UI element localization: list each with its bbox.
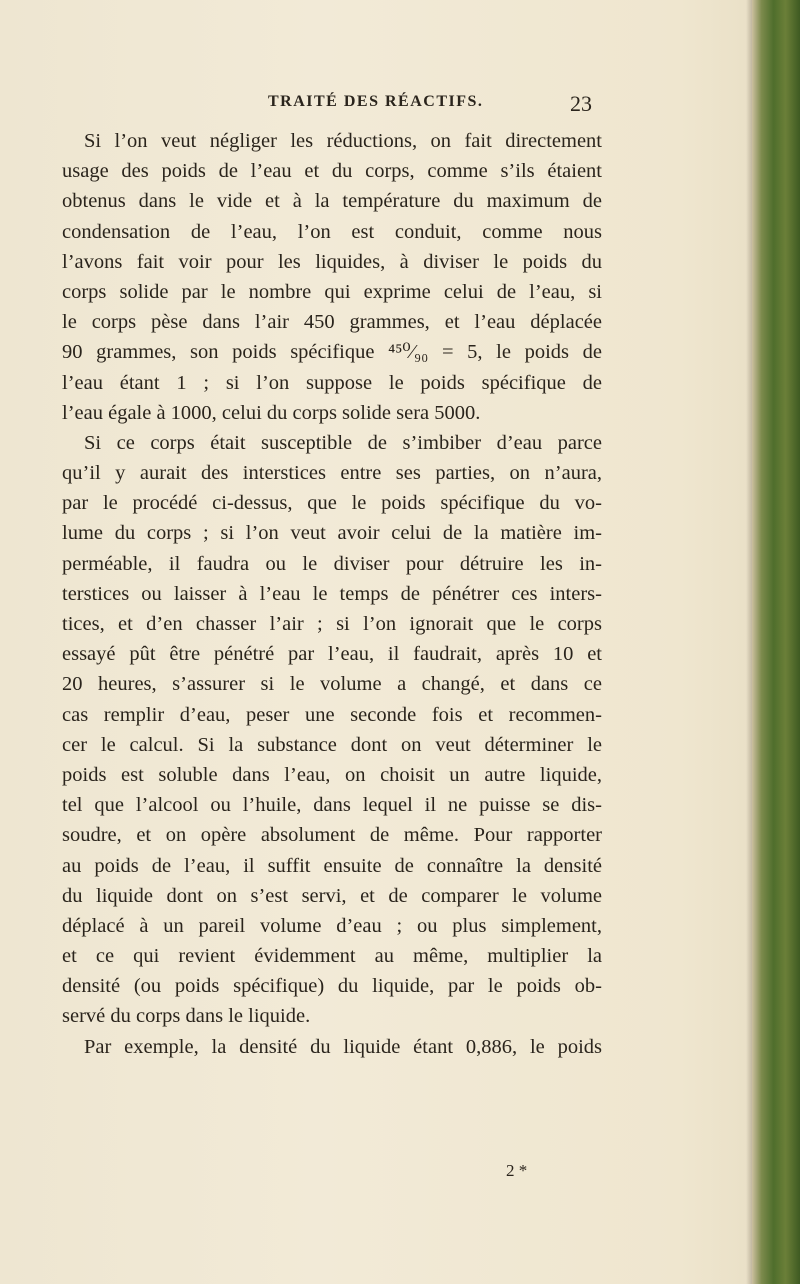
text-line: obtenus dans le vide et à la température du maximum de — [62, 190, 602, 213]
text-line: usage des poids de l’eau et du corps, comme s’ils étaient — [62, 160, 602, 183]
page-number: 23 — [570, 91, 592, 116]
text-line: le corps pèse dans l’air 450 grammes, et l’eau déplacée — [62, 311, 602, 334]
text-line: 90 grammes, son poids spécifique ⁴⁵⁰⁄₉₀ = 5, le poids de — [62, 341, 602, 364]
text-line: l’eau étant 1 ; si l’on suppose le poids spécifique de — [62, 371, 602, 394]
text-line: essayé pût être pénétré par l’eau, il faudrait, après 10 et — [62, 643, 602, 666]
text-line: au poids de l’eau, il suffit ensuite de connaître la densité — [62, 854, 602, 877]
text-line: l’eau égale à 1000, celui du corps solide sera 5000. — [62, 401, 481, 424]
text-line: densité (ou poids spécifique) du liquide, par le poids ob- — [62, 975, 602, 998]
text-line: Par exemple, la densité du liquide étant 0,886, le poids — [84, 1035, 602, 1058]
text-line: tices, et d’en chasser l’air ; si l’on ignorait que le corps — [62, 613, 602, 635]
text-line: soudre, et on opère absolument de même. Pour rapporter — [62, 824, 602, 847]
text-line: déplacé à un pareil volume d’eau ; ou plus simplement, — [62, 914, 602, 937]
text-line: Si l’on veut négliger les réductions, on fait directement — [84, 130, 602, 152]
text-line: et ce qui revient évidemment au même, multiplier la — [62, 945, 602, 968]
running-title: TRAITÉ DES RÉACTIFS. — [268, 93, 484, 110]
text-line: condensation de l’eau, l’on est conduit, comme nous — [62, 220, 602, 243]
cover-binding-edge — [752, 0, 800, 1284]
signature-mark: 2 * — [506, 1161, 528, 1180]
text-line: poids est soluble dans l’eau, on choisit un autre liquide, — [62, 763, 602, 786]
body-text — [62, 126, 602, 1062]
text-line: cas remplir d’eau, peser une seconde fois et recommen- — [62, 703, 602, 726]
text-line: lume du corps ; si l’on veut avoir celui de la matière im- — [62, 522, 602, 545]
text-line: du liquide dont on s’est servi, et de comparer le volume — [62, 884, 602, 907]
text-line: cer le calcul. Si la substance dont on veut déterminer le — [62, 733, 602, 756]
text-line: par le procédé ci-dessus, que le poids spécifique du vo- — [62, 492, 602, 515]
text-line: tel que l’alcool ou l’huile, dans lequel il ne puisse se dis- — [62, 794, 602, 817]
text-line: Si ce corps était susceptible de s’imbiber d’eau parce — [84, 431, 602, 454]
text-line: terstices ou laisser à l’eau le temps de pénétrer ces inters- — [62, 582, 602, 605]
text-line: perméable, il faudra ou le diviser pour détruire les in- — [62, 552, 602, 575]
text-line: l’avons fait voir pour les liquides, à diviser le poids du — [62, 250, 602, 273]
text-line: 20 heures, s’assurer si le volume a changé, et dans ce — [62, 673, 602, 696]
running-head — [0, 93, 800, 119]
text-line: qu’il y aurait des interstices entre ses parties, on n’aura, — [62, 462, 602, 485]
text-line: servé du corps dans le liquide. — [62, 1005, 311, 1028]
text-line: corps solide par le nombre qui exprime celui de l’eau, si — [62, 280, 602, 303]
